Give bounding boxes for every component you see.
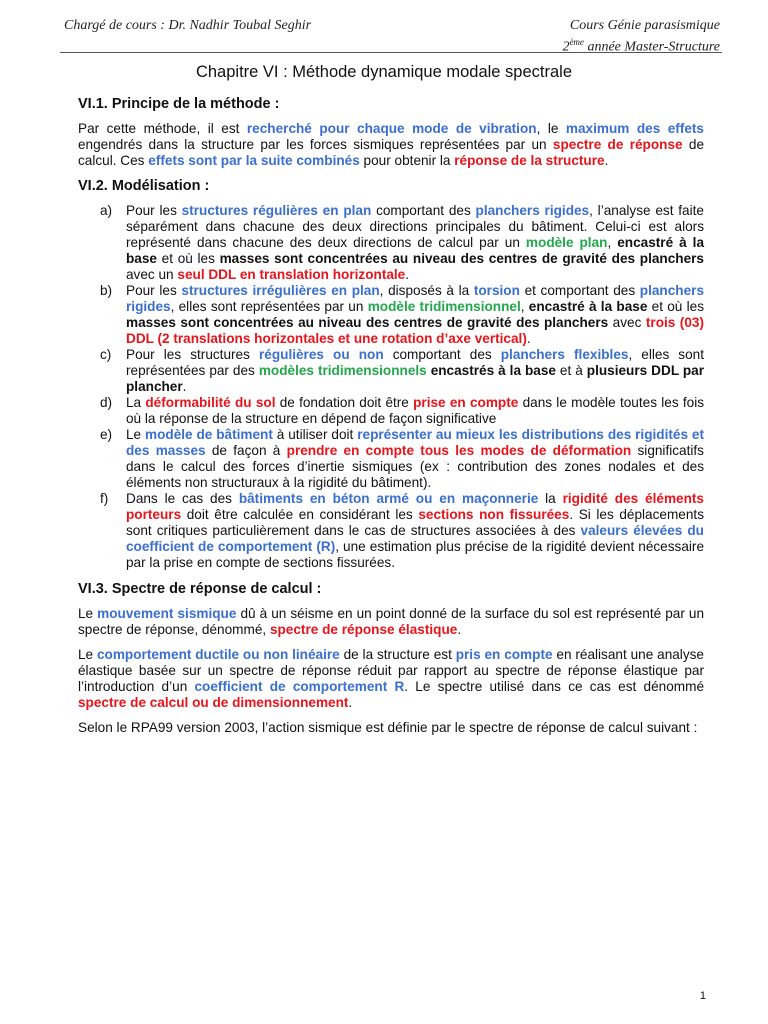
text-run: significatifs dans le calcul des forces d’inertie sismiques (ex : contribution des zones nodales et des éléments non structuraux à la rigidité du bâtiment). xyxy=(126,443,704,490)
highlighted-text: seul DDL en translation horizontale xyxy=(177,267,406,282)
paragraph-spectre-1 xyxy=(78,606,704,638)
highlighted-text: spectre de calcul ou de dimensionnement xyxy=(78,695,349,710)
highlighted-text: masses sont concentrées au niveau des centres de gravité des planchers xyxy=(126,315,609,330)
text-run: de fondation doit être xyxy=(275,395,414,410)
text-run: , une estimation plus précise de la rigidité devient nécessaire par la prise en compte de sections fissurées. xyxy=(126,539,704,570)
highlighted-text: planchers rigides xyxy=(475,203,590,218)
list-marker: e) xyxy=(100,427,113,442)
highlighted-text: coefficient de comportement R xyxy=(194,679,405,694)
text-run: et à xyxy=(555,363,587,378)
highlighted-text: planchers flexibles xyxy=(500,347,629,362)
text-run: Pour les xyxy=(126,203,182,218)
list-item xyxy=(78,395,704,427)
highlighted-text: plusieurs DDL par plancher xyxy=(126,363,704,394)
section-heading-principe: VI.1. Principe de la méthode : xyxy=(78,96,280,112)
section-heading-modelisation: VI.2. Modélisation : xyxy=(78,178,210,194)
text-run: . xyxy=(182,379,187,394)
text-run: , l’analyse est faite séparément dans chacune des deux directions principales du bâtiment. Celui-ci est alors représenté dans chacune des deux directions de calcul par un xyxy=(126,203,704,250)
highlighted-text: modèle plan xyxy=(525,235,608,250)
list-marker: a) xyxy=(100,203,113,218)
text-run: doit être calculée en considérant les xyxy=(181,507,419,522)
text-run: et où les xyxy=(647,299,705,314)
highlighted-text: représenter au mieux les distributions des rigidités et des masses xyxy=(126,427,704,458)
text-run: et comportant des xyxy=(519,283,640,298)
header-author: Chargé de cours : Dr. Nadhir Toubal Seghir xyxy=(64,18,312,33)
text-run: de calcul. Ces xyxy=(78,137,704,168)
highlighted-text: sections non fissurées xyxy=(418,507,570,522)
text-run: avec un xyxy=(126,267,178,282)
list-marker: d) xyxy=(100,395,113,410)
text-run: . xyxy=(405,267,410,282)
paragraph-principe xyxy=(78,121,704,169)
highlighted-text: rigidité des éléments porteurs xyxy=(126,491,704,522)
text-run: et où les xyxy=(156,251,220,266)
highlighted-text: structures régulières en plan xyxy=(181,203,372,218)
text-run: la xyxy=(538,491,563,506)
text-run: dans le modèle toutes les fois où la réponse de la structure en dépend de façon significative xyxy=(126,395,705,426)
highlighted-text: recherché pour chaque mode de vibration xyxy=(246,121,537,136)
text-run: , elles sont représentées par un xyxy=(170,299,368,314)
text-run: , xyxy=(607,235,618,250)
text-run: Le xyxy=(126,427,146,442)
modelisation-list xyxy=(78,203,704,571)
highlighted-text: spectre de réponse élastique xyxy=(269,622,458,637)
highlighted-text: déformabilité du sol xyxy=(145,395,276,410)
text-run: Le xyxy=(78,647,97,662)
highlighted-text: structures irrégulières en plan xyxy=(181,283,380,298)
text-run: à utiliser doit xyxy=(272,427,358,442)
text-run: de la structure est xyxy=(339,647,456,662)
paragraph-spectre-2 xyxy=(78,647,704,711)
highlighted-text: masses sont concentrées au niveau des centres de gravité des planchers xyxy=(219,251,704,266)
paragraph-spectre-3 xyxy=(78,720,704,736)
highlighted-text: encastrés à la base xyxy=(430,363,556,378)
highlighted-text: bâtiments en béton armé ou en maçonnerie xyxy=(238,491,539,506)
text-run: Par cette méthode, il est xyxy=(78,121,247,136)
highlighted-text: prise en compte xyxy=(413,395,519,410)
highlighted-text: pris en compte xyxy=(455,647,553,662)
text-run: comportant des xyxy=(371,203,476,218)
text-run: La xyxy=(126,395,146,410)
text-run: . xyxy=(526,331,531,346)
highlighted-text: torsion xyxy=(473,283,520,298)
list-item xyxy=(78,203,704,283)
page-content xyxy=(78,96,704,745)
text-run: Le xyxy=(78,606,98,621)
text-run: , elles sont représentées par des xyxy=(126,347,704,378)
highlighted-text: maximum des effets xyxy=(565,121,704,136)
highlighted-text: modèle de bâtiment xyxy=(145,427,273,442)
text-run: . Si les déplacements sont critiques particulièrement dans le cas de structures associées à des xyxy=(126,507,704,538)
highlighted-text: trois (03) DDL (2 translations horizontales et une rotation d’axe vertical) xyxy=(126,315,704,346)
chapter-title: Chapitre VI : Méthode dynamique modale spectrale xyxy=(195,63,573,81)
text-run: . xyxy=(457,622,462,637)
list-item xyxy=(78,347,704,395)
list-item xyxy=(78,491,704,571)
highlighted-text: réponse de la structure xyxy=(454,153,605,168)
header-course-level: 2ème année Master-Structure xyxy=(562,37,720,55)
list-marker: b) xyxy=(100,283,113,298)
text-run: , disposés à la xyxy=(379,283,474,298)
highlighted-text: modèles tridimensionnels xyxy=(258,363,427,378)
highlighted-text: comportement ductile ou non linéaire xyxy=(96,647,340,662)
text-run: pour obtenir la xyxy=(359,153,455,168)
highlighted-text: mouvement sismique xyxy=(97,606,237,621)
text-run: , xyxy=(520,299,529,314)
text-run: . xyxy=(604,153,609,168)
highlighted-text: planchers rigides xyxy=(126,283,704,314)
text-run: , le xyxy=(536,121,566,136)
highlighted-text: valeurs élevées du coefficient de comportement (R) xyxy=(126,523,704,554)
list-marker: f) xyxy=(100,491,109,506)
highlighted-text: prendre en compte tous les modes de déformation xyxy=(286,443,632,458)
text-run: dû à un séisme en un point donné de la surface du sol est représenté par un spectre de réponse, dénommé, xyxy=(78,606,705,637)
highlighted-text: encastré à la base xyxy=(528,299,648,314)
text-run: Pour les xyxy=(126,283,182,298)
section-heading-spectre: VI.3. Spectre de réponse de calcul : xyxy=(78,581,322,597)
text-run: . Le spectre utilisé dans ce cas est dénommé xyxy=(404,679,705,694)
text-run: Dans le cas des xyxy=(126,491,239,506)
text-run: Selon le RPA99 version 2003, l’action sismique est définie par le spectre de réponse de calcul suivant : xyxy=(78,720,698,735)
text-run: avec xyxy=(608,315,646,330)
page-number: 1 xyxy=(699,990,706,1002)
highlighted-text: spectre de réponse xyxy=(552,137,683,152)
text-run: comportant des xyxy=(383,347,501,362)
list-marker: c) xyxy=(100,347,112,362)
highlighted-text: encastré à la base xyxy=(126,235,705,266)
text-run: de façon à xyxy=(205,443,287,458)
list-item xyxy=(78,283,704,347)
highlighted-text: effets sont par la suite combinés xyxy=(148,153,360,168)
header-divider xyxy=(60,52,722,53)
highlighted-text: régulières ou non xyxy=(258,347,384,362)
header-course-title: Cours Génie parasismique xyxy=(569,18,720,33)
text-run: en réalisant une analyse élastique basée sur un spectre de réponse réduit par rapport au spectre de réponse élastique par l’introduction d’un xyxy=(78,647,704,694)
highlighted-text: modèle tridimensionnel xyxy=(367,299,521,314)
list-item xyxy=(78,427,704,491)
header-course xyxy=(562,18,720,56)
text-run: . xyxy=(348,695,353,710)
text-run: engendrés dans la structure par les forces sismiques représentées par un xyxy=(78,137,553,152)
text-run: Pour les structures xyxy=(126,347,259,362)
